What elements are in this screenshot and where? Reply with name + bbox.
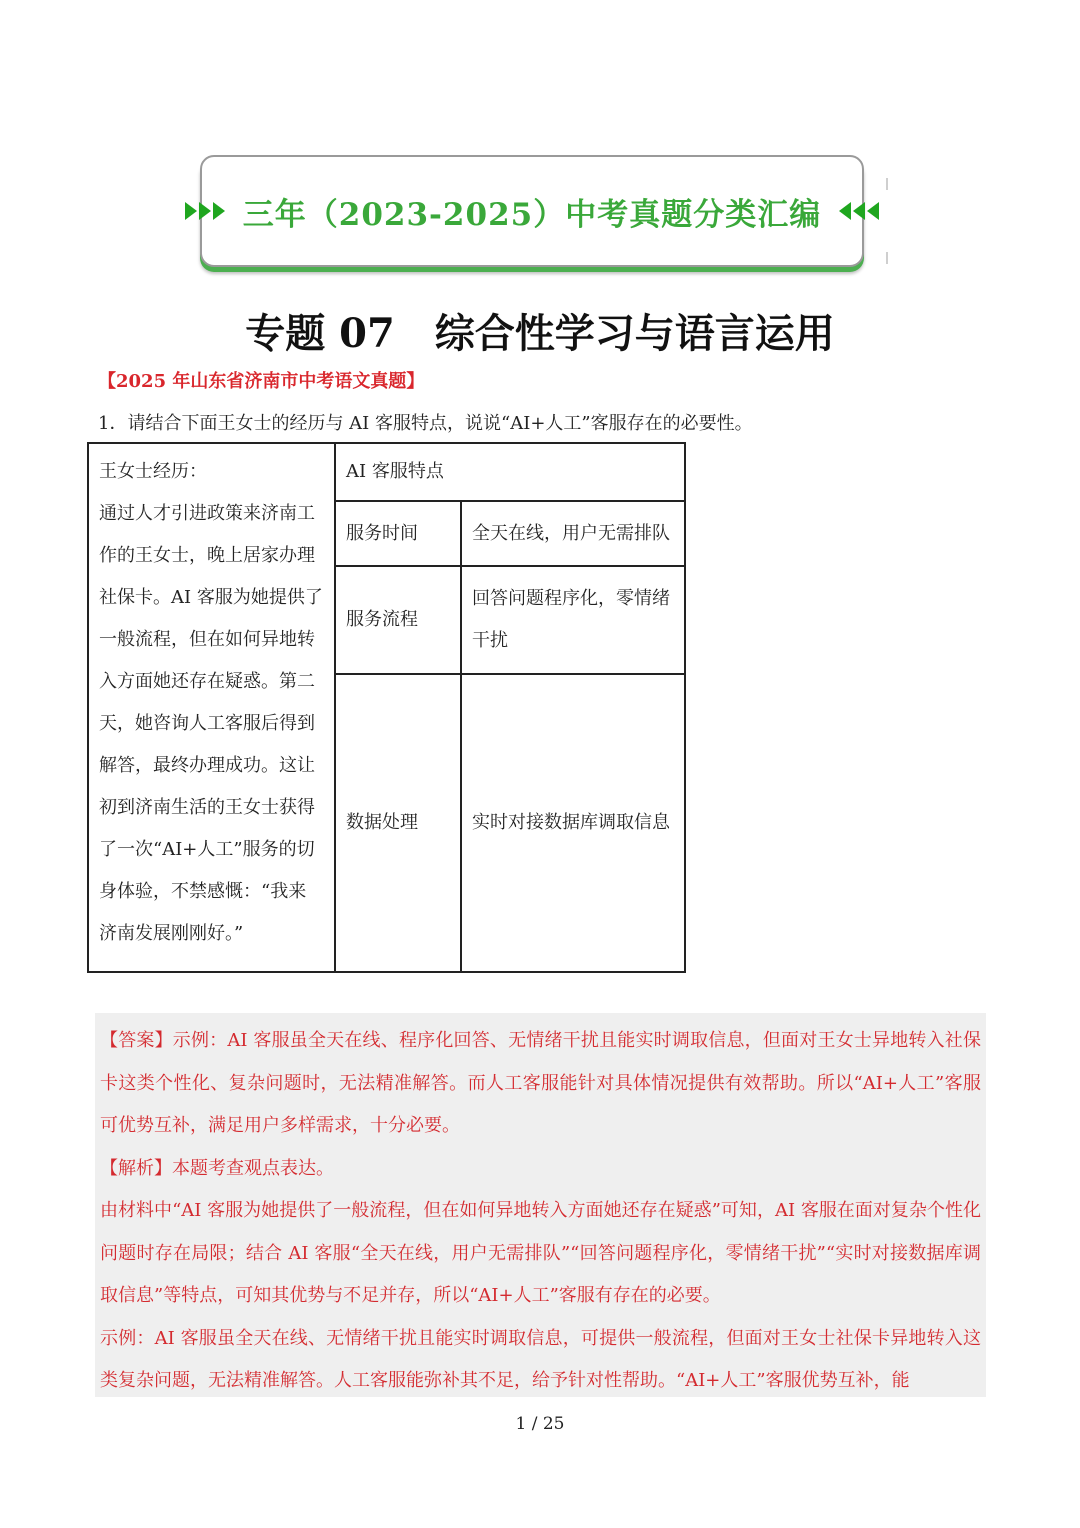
feature-value-service-time: 全天在线，用户无需排队 <box>461 501 685 566</box>
analysis-heading: 【解析】本题考查观点表达。 <box>100 1157 334 1179</box>
feature-label-data-processing: 数据处理 <box>335 674 461 972</box>
example-paragraph: 示例：AI 客服虽全天在线、无情绪干扰且能实时调取信息，可提供一般流程，但面对王女士社保卡异地转入这类复杂问题，无法精准解答。人工客服能弥补其不足，给予针对性帮助。“AI+人工”客服优势互补，能 <box>100 1327 981 1391</box>
ai-features-header: AI 客服特点 <box>335 443 685 501</box>
question-text: 1．请结合下面王女士的经历与 AI 客服特点，说说“AI+人工”客服存在的必要性。 <box>98 413 753 434</box>
feature-value-data-processing: 实时对接数据库调取信息 <box>461 674 685 972</box>
material-table <box>87 442 686 973</box>
question-source: 【2025 年山东省济南市中考语文真题】 <box>98 371 425 392</box>
analysis-paragraph: 由材料中“AI 客服为她提供了一般流程，但在如何异地转入方面她还存在疑惑”可知，AI 客服在面对复杂个性化问题时存在局限；结合 AI 客服“全天在线，用户无需排队”“回答问题程序化，零情绪干扰”“实时对接数据库调取信息”等特点，可知其优势与不足并存，所以“AI+人工”客服有存在的必要。 <box>100 1200 981 1306</box>
answer-box <box>95 1013 986 1397</box>
answer-paragraph: 【答案】示例：AI 客服虽全天在线、程序化回答、无情绪干扰且能实时调取信息，但面对王女士异地转入社保卡这类个性化、复杂问题时，无法精准解答。而人工客服能针对具体情况提供有效帮助。所以“AI+人工”客服可优势互补，满足用户多样需求，十分必要。 <box>100 1030 981 1136</box>
triple-arrow-left-icon <box>839 202 879 220</box>
margin-mark-bottom <box>886 252 888 264</box>
banner-title: 三年（2023-2025）中考真题分类汇编 <box>242 196 822 233</box>
page-number: 1 / 25 <box>515 1414 565 1434</box>
triple-arrow-right-icon <box>185 202 225 220</box>
feature-value-service-process: 回答问题程序化，零情绪干扰 <box>461 566 685 674</box>
experience-body: 通过人才引进政策来济南工作的王女士，晚上居家办理社保卡。AI 客服为她提供了一般流程，但在如何异地转入方面她还存在疑惑。第二天，她咨询人工客服后得到解答，最终办理成功。这让初到济南生活的王女士获得了一次“AI+人工”服务的切身体验，不禁感慨：“我来济南发展刚刚好。” <box>99 503 323 944</box>
experience-heading: 王女士经历： <box>99 461 207 482</box>
series-banner <box>200 155 864 267</box>
banner-content <box>185 189 879 234</box>
experience-cell <box>88 443 335 972</box>
feature-label-service-time: 服务时间 <box>335 501 461 566</box>
margin-mark-top <box>886 178 888 190</box>
document-title: 专题 07 综合性学习与语言运用 <box>245 310 835 357</box>
feature-label-service-process: 服务流程 <box>335 566 461 674</box>
